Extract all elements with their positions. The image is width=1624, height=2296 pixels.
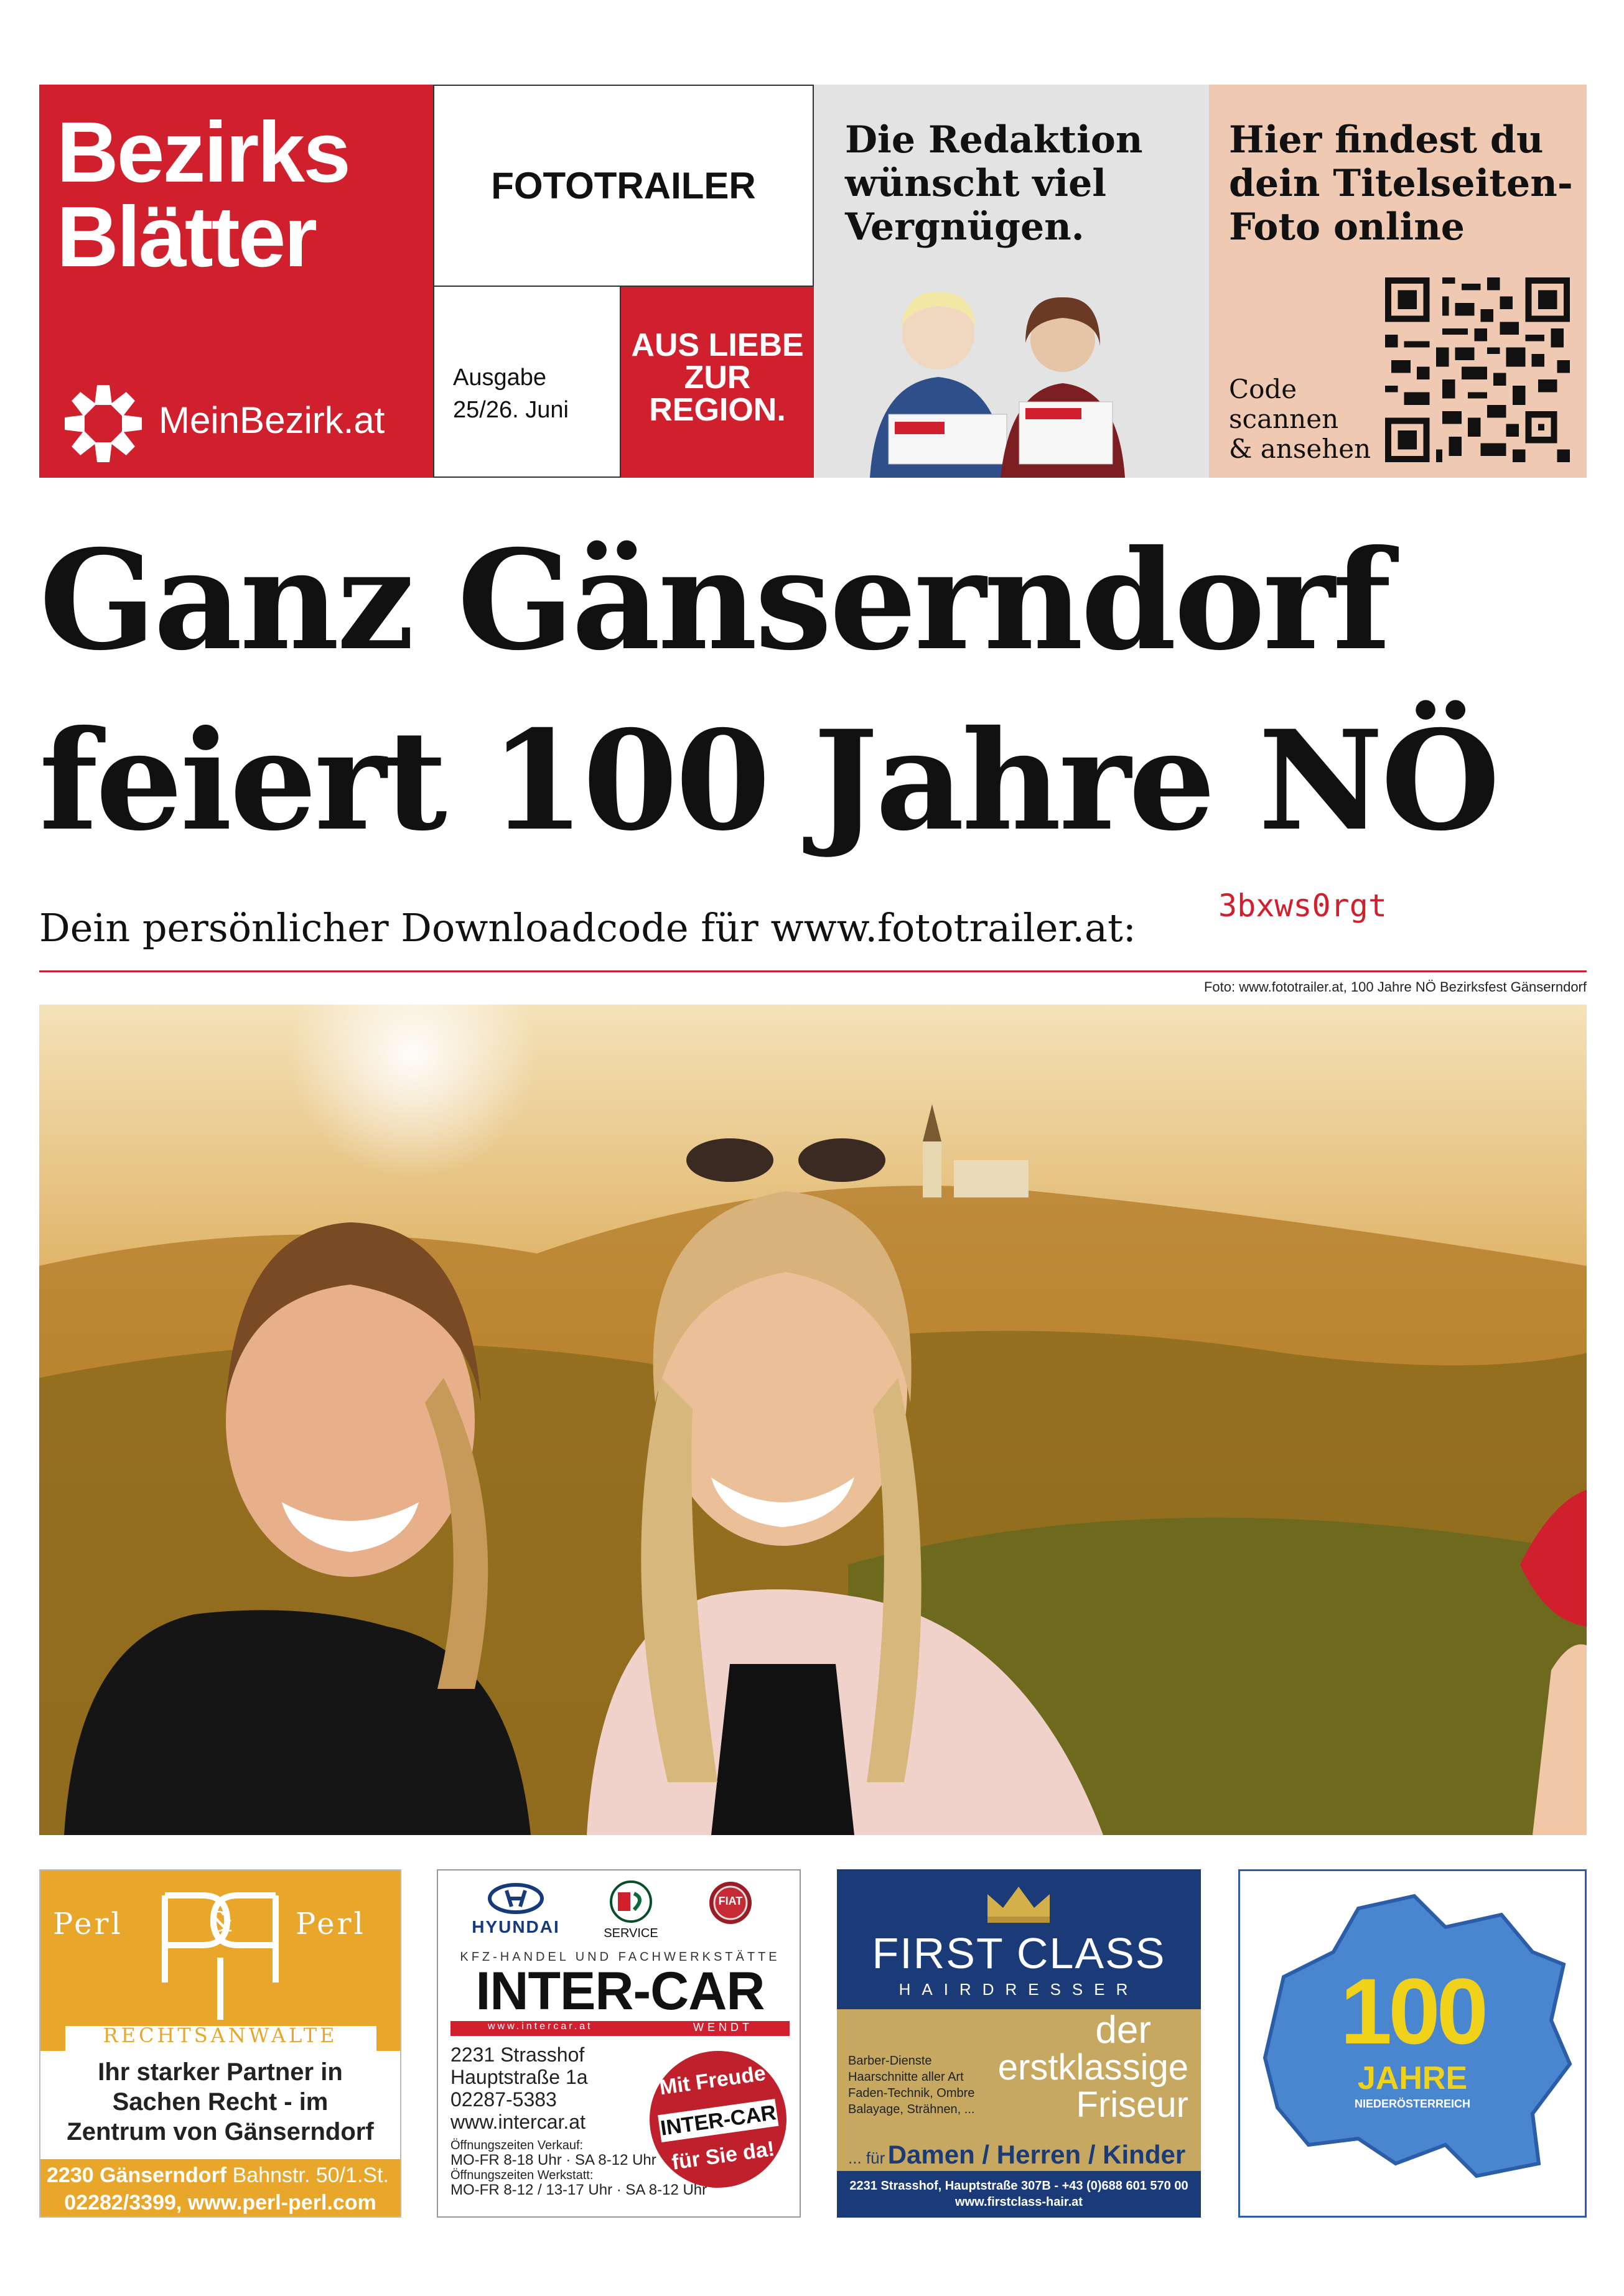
perl-claim-line1: Ihr starker Partner in [98, 2058, 343, 2086]
fiat-label: FIAT [718, 1895, 743, 1907]
firstclass-service2: Haarschnitte aller Art [848, 2070, 964, 2084]
hyundai-label: HYUNDAI [472, 1917, 560, 1936]
intercar-hours-workshop: MO-FR 8-12 / 13-17 Uhr · SA 8-12 Uhr [450, 2182, 707, 2198]
firstclass-name: FIRST CLASS [872, 1929, 1166, 1978]
firstclass-web[interactable]: www.firstclass-hair.at [955, 2195, 1083, 2209]
section-label: FOTOTRAILER [433, 85, 814, 287]
divider [39, 970, 1587, 972]
qr-code-icon[interactable] [1385, 277, 1570, 462]
perl-subtitle: RECHTSANWÄLTE [103, 2024, 338, 2047]
brand-name-line1: Bezirks [57, 105, 349, 200]
slogan-line1: AUS LIEBE [631, 327, 804, 363]
slogan-line2: ZUR [684, 360, 751, 396]
firstclass-claim1: der [1095, 2009, 1151, 2052]
perl-address-street: Bahnstr. 50/1.St. [232, 2164, 389, 2187]
meinbezirk-sun-icon [57, 377, 150, 470]
headline [39, 510, 1595, 871]
intercar-phone: 02287-5383 [450, 2088, 557, 2111]
firstclass-service4: Balayage, Strähnen, ... [848, 2103, 975, 2116]
badge-mid: INTER-CAR [658, 2099, 778, 2142]
intercar-wendt: WENDT [693, 2021, 753, 2033]
jubilee-number: 100 [1340, 1959, 1485, 2063]
firstclass-body [837, 2009, 1201, 2171]
badge-bottom: für Sie da! [670, 2137, 777, 2175]
code-line3: & ansehen [1229, 434, 1371, 464]
firstclass-for-groups: Damen / Herren / Kinder [887, 2140, 1186, 2169]
online-line3: Foto online [1229, 205, 1465, 249]
brand-name-line2: Blätter [57, 189, 316, 285]
editorial-box [814, 85, 1209, 478]
ad-first-class[interactable] [837, 1869, 1201, 2218]
firstclass-claim2: erstklassige [997, 2047, 1188, 2088]
hyundai-icon [488, 1883, 544, 1914]
download-code-label: Dein persönlicher Downloadcode für www.fototrailer.at: [39, 905, 1136, 950]
intercar-tagline: KFZ-HANDEL UND FACHWERKSTÄTTE [460, 1950, 780, 1964]
issue-label: Ausgabe [453, 365, 547, 391]
crown-icon [981, 1882, 1056, 1925]
ad-inter-car[interactable] [437, 1869, 801, 2218]
perl-contact: 02282/3399, www.perl-perl.com [64, 2191, 376, 2215]
brand-website: MeinBezirk.at [159, 399, 385, 441]
perl-logo-area [40, 1871, 400, 2051]
intercar-web-small: www.intercar.at [488, 2021, 593, 2032]
editorial-line3: Vergnügen. [845, 205, 1085, 249]
intercar-name: INTER-CAR [475, 1961, 765, 2021]
fiat-logo [699, 1880, 762, 1929]
firstclass-sub: HAIRDRESSER [898, 1980, 1139, 1999]
issue-date: 25/26. Juni [453, 397, 569, 423]
firstclass-service3: Faden-Technik, Ombre [848, 2086, 975, 2100]
issue-box [433, 287, 621, 478]
badge-top: Mit Freude [658, 2061, 767, 2100]
online-line1: Hier findest du [1229, 118, 1544, 162]
perl-name-left: Perl [53, 1907, 123, 1941]
perl-claim-line2: Sachen Recht - im [112, 2088, 329, 2116]
ad-perl-perl[interactable] [39, 1869, 401, 2218]
intercar-hours-sales-label: Öffnungszeiten Verkauf: [450, 2139, 584, 2152]
code-line2: scannen [1229, 404, 1339, 434]
online-box [1209, 85, 1587, 478]
ad-100-jahre-noe [1238, 1869, 1587, 2218]
firstclass-for-prefix: ... für [848, 2149, 885, 2167]
jubilee-region: NIEDERÖSTERREICH [1354, 2098, 1471, 2110]
download-code[interactable]: 3bxws0rgt [1218, 888, 1387, 924]
bezirksblaetter-masthead [39, 85, 433, 478]
firstclass-claim3: Friseur [1076, 2085, 1188, 2125]
perl-ampersand: & [208, 1907, 233, 1938]
intercar-address1: 2231 Strasshof [450, 2043, 585, 2066]
jubilee-word: JAHRE [1357, 2060, 1468, 2096]
intercar-hours-sales: MO-FR 8-18 Uhr · SA 8-12 Uhr [450, 2152, 656, 2168]
editorial-line1: Die Redaktion [845, 118, 1143, 162]
editorial-team-photo [851, 284, 1144, 478]
slogan-box [621, 287, 814, 478]
service-label: SERVICE [604, 1927, 658, 1940]
firstclass-address: 2231 Strasshof, Hauptstraße 307B - +43 (0)688 601 570 00 [849, 2179, 1188, 2193]
intercar-hours-workshop-label: Öffnungszeiten Werkstatt: [450, 2168, 594, 2182]
intercar-address2: Hauptstraße 1a [450, 2066, 588, 2088]
alfa-service-logo [600, 1880, 662, 1941]
photo-credit: Foto: www.fototrailer.at, 100 Jahre NÖ Bezirksfest Gänserndorf [1203, 979, 1587, 995]
perl-address-city: 2230 Gänserndorf [47, 2164, 227, 2187]
perl-name-right: Perl [296, 1907, 366, 1941]
intercar-badge [641, 2042, 795, 2196]
pp-monogram-icon [40, 1871, 400, 2026]
editorial-line2: wünscht viel [845, 162, 1107, 205]
online-line2: dein Titelseiten- [1229, 162, 1573, 205]
firstclass-service1: Barber-Dienste [848, 2054, 932, 2068]
headline-line1: Ganz Gänserndorf [39, 519, 1389, 681]
code-line1: Code [1229, 374, 1297, 404]
perl-claim-line3: Zentrum von Gänserndorf [67, 2118, 374, 2145]
slogan-line3: REGION. [649, 392, 786, 428]
intercar-web[interactable]: www.intercar.at [450, 2111, 586, 2133]
hyundai-logo [463, 1883, 569, 1937]
alfa-romeo-icon [609, 1880, 653, 1923]
main-photo [39, 1005, 1587, 1835]
headline-line2: feiert 100 Jahre NÖ [39, 700, 1498, 861]
